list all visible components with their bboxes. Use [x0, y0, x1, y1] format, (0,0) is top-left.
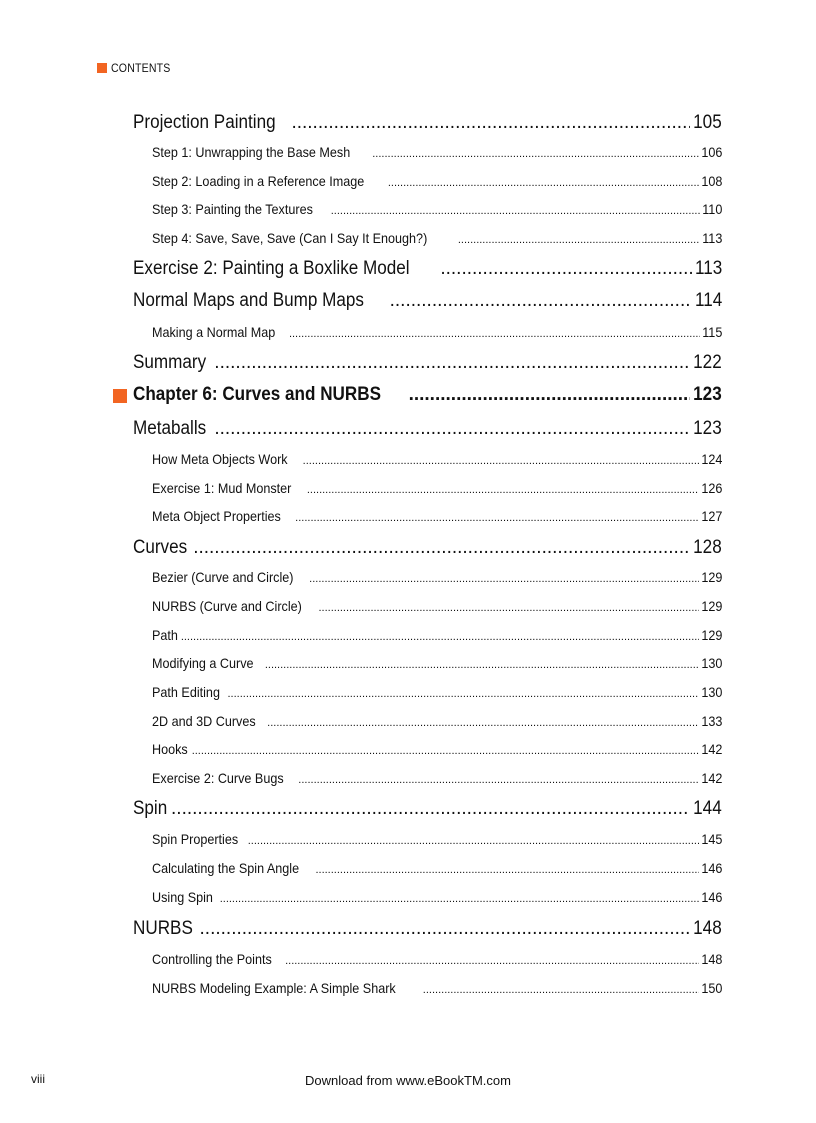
toc-subsection-bezier[interactable] [152, 567, 722, 587]
toc-entry-page: 146 [700, 860, 722, 876]
dot-leader [309, 569, 698, 587]
toc-entry-title: How Meta Objects Work [152, 451, 288, 467]
page-number: viii [31, 1072, 45, 1086]
toc-entry-page: 148 [693, 918, 722, 939]
toc-subsection-2d-3d-curves[interactable] [152, 711, 722, 731]
toc-entry-title: Normal Maps and Bump Maps [133, 290, 364, 311]
toc-entry-title: Curves [133, 537, 188, 558]
dot-leader [298, 770, 698, 788]
dot-leader [291, 110, 690, 136]
dot-leader [214, 350, 690, 376]
toc-chapter-6[interactable] [133, 382, 722, 408]
toc-section-summary[interactable] [133, 350, 722, 376]
toc-entry-page: 130 [700, 684, 722, 700]
toc-subsection-using-spin[interactable] [152, 887, 722, 907]
dot-leader [192, 741, 699, 759]
toc-section-normal-maps[interactable] [133, 288, 722, 314]
toc-subsection-step-1[interactable] [152, 142, 722, 162]
dot-leader [458, 230, 700, 248]
toc-entry-page: 129 [700, 569, 722, 585]
toc-entry-page: 105 [693, 112, 722, 133]
toc-entry-page: 142 [700, 770, 722, 786]
toc-subsection-step-4[interactable] [152, 228, 722, 248]
toc-entry-page: 130 [700, 655, 722, 671]
dot-leader [372, 144, 698, 162]
toc-subsection-nurbs-curve[interactable] [152, 596, 722, 616]
chapter-square-icon [113, 389, 127, 403]
dot-leader [307, 480, 699, 498]
dot-leader [193, 535, 690, 561]
toc-entry-page: 133 [700, 713, 722, 729]
toc-subsection-path[interactable] [152, 625, 722, 645]
dot-leader [331, 201, 700, 219]
toc-entry-title: Spin Properties [152, 831, 239, 847]
dot-leader [423, 980, 699, 998]
toc-entry-title: Step 4: Save, Save, Save (Can I Say It Enough?) [152, 230, 428, 246]
toc-entry-title: Projection Painting [133, 112, 276, 133]
toc-entry-title: Using Spin [152, 889, 213, 905]
toc-subsection-modifying-a-curve[interactable] [152, 653, 722, 673]
header-label: CONTENTS [111, 61, 171, 75]
toc-subsection-curve-bugs[interactable] [152, 768, 722, 788]
toc-entry-page: 129 [700, 598, 722, 614]
toc-entry-page: 115 [701, 324, 722, 340]
toc-subsection-controlling-points[interactable] [152, 949, 722, 969]
dot-leader [200, 916, 691, 942]
running-header [97, 61, 179, 75]
toc-entry-page: 106 [700, 144, 722, 160]
toc-entry-page: 142 [700, 741, 722, 757]
toc-subsection-shark-example[interactable] [152, 978, 722, 998]
dot-leader [285, 951, 699, 969]
toc-section-curves[interactable] [133, 535, 722, 561]
dot-leader [265, 655, 699, 673]
toc-entry-title: Exercise 1: Mud Monster [152, 480, 292, 496]
toc-subsection-hooks[interactable] [152, 739, 722, 759]
toc-subsection-meta-object-properties[interactable] [152, 506, 722, 526]
header-square-icon [97, 63, 107, 73]
toc-entry-page: 126 [700, 480, 722, 496]
toc-subsection-step-2[interactable] [152, 171, 722, 191]
dot-leader [289, 324, 700, 342]
toc-entry-title: Metaballs [133, 418, 207, 439]
toc-subsection-path-editing[interactable] [152, 682, 722, 702]
toc-entry-page: 113 [694, 258, 722, 279]
toc-entry-title: Bezier (Curve and Circle) [152, 569, 294, 585]
toc-subsection-mud-monster[interactable] [152, 478, 722, 498]
toc-entry-title: 2D and 3D Curves [152, 713, 256, 729]
dot-leader [295, 508, 698, 526]
dot-leader [440, 256, 691, 282]
toc-entry-title: Step 3: Painting the Textures [152, 201, 313, 217]
toc-entry-page: 110 [701, 201, 722, 217]
toc-entry-title: Path Editing [152, 684, 220, 700]
toc-entry-page: 127 [700, 508, 722, 524]
toc-subsection-spin-properties[interactable] [152, 829, 722, 849]
toc-entry-title: Exercise 2: Painting a Boxlike Model [133, 258, 410, 279]
download-footer: Download from www.eBookTM.com [305, 1073, 511, 1088]
toc-section-exercise-2-boxlike[interactable] [133, 256, 722, 282]
toc-entry-page: 123 [693, 384, 722, 405]
dot-leader [388, 173, 699, 191]
toc-entry-page: 145 [700, 831, 722, 847]
toc-entry-title: Spin [133, 798, 168, 819]
dot-leader [181, 627, 699, 645]
toc-subsection-spin-angle[interactable] [152, 858, 722, 878]
dot-leader [318, 598, 698, 616]
toc-entry-title: Calculating the Spin Angle [152, 860, 300, 876]
toc-entry-page: 128 [693, 537, 722, 558]
toc-entry-title: Making a Normal Map [152, 324, 276, 340]
toc-entry-title: NURBS [133, 918, 193, 939]
toc-entry-title: Step 2: Loading in a Reference Image [152, 173, 365, 189]
dot-leader [248, 831, 699, 849]
toc-entry-title: Step 1: Unwrapping the Base Mesh [152, 144, 351, 160]
toc-entry-page: 124 [700, 451, 722, 467]
toc-entry-title: Modifying a Curve [152, 655, 254, 671]
dot-leader [315, 860, 698, 878]
toc-section-projection-painting[interactable] [133, 110, 722, 136]
toc-section-nurbs[interactable] [133, 916, 722, 942]
toc-entry-title: NURBS Modeling Example: A Simple Shark [152, 980, 396, 996]
toc-entry-page: 113 [701, 230, 722, 246]
toc-subsection-how-meta-objects-work[interactable] [152, 449, 722, 469]
toc-entry-page: 122 [693, 352, 722, 373]
dot-leader [303, 451, 699, 469]
toc-section-spin[interactable] [133, 796, 722, 822]
toc-subsection-making-normal-map[interactable] [152, 322, 722, 342]
toc-entry-page: 144 [693, 798, 722, 819]
dot-leader [390, 288, 692, 314]
dot-leader [267, 713, 698, 731]
toc-entry-page: 148 [700, 951, 722, 967]
dot-leader [220, 889, 699, 907]
toc-section-metaballs[interactable] [133, 416, 722, 442]
toc-entry-page: 123 [693, 418, 722, 439]
dot-leader [214, 416, 690, 442]
toc-entry-title: NURBS (Curve and Circle) [152, 598, 302, 614]
toc-entry-title: Path [152, 627, 178, 643]
toc-entry-title: Summary [133, 352, 207, 373]
toc-subsection-step-3[interactable] [152, 199, 722, 219]
toc-entry-title: Meta Object Properties [152, 508, 281, 524]
dot-leader [409, 382, 691, 408]
toc-entry-page: 108 [700, 173, 722, 189]
toc-entry-title: Exercise 2: Curve Bugs [152, 770, 284, 786]
toc-entry-title: Chapter 6: Curves and NURBS [133, 384, 382, 405]
toc-entry-page: 150 [700, 980, 722, 996]
dot-leader [228, 684, 699, 702]
toc-entry-page: 114 [694, 290, 722, 311]
dot-leader [171, 796, 690, 822]
toc-entry-title: Controlling the Points [152, 951, 272, 967]
toc-entry-page: 129 [700, 627, 722, 643]
toc-entry-title: Hooks [152, 741, 188, 757]
toc-entry-page: 146 [700, 889, 722, 905]
